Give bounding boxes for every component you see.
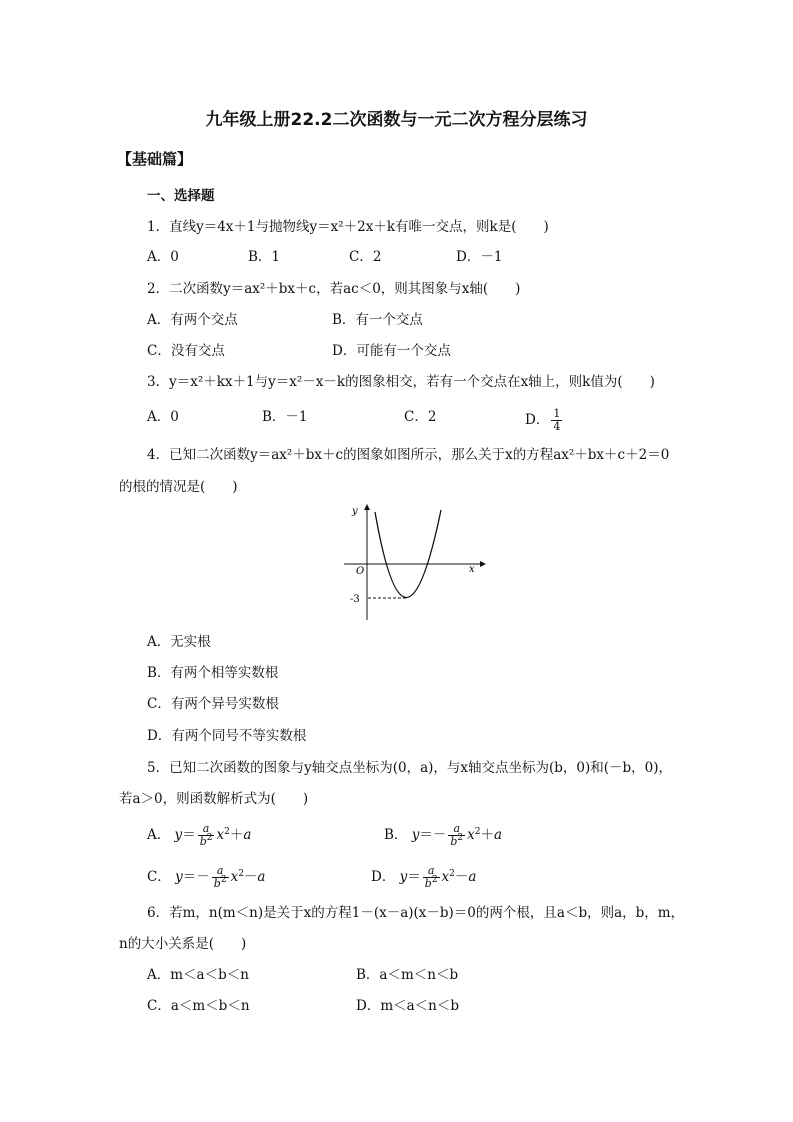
q6-option-c: C．a＜m＜b＜n (147, 998, 250, 1014)
q4-option-d: D．有两个同号不等实数根 (147, 728, 307, 744)
x-axis-arrow (480, 561, 486, 567)
q6-option-d: D．m＜a＜n＜b (356, 998, 460, 1014)
q2-option-d: D．可能有一个交点 (332, 343, 451, 359)
y-axis-arrow (364, 504, 370, 510)
q3-option-d: D． $\frac{1}{4}$ (525, 407, 561, 433)
origin-label: O (356, 566, 365, 577)
q2-option-c: C．没有交点 (147, 343, 225, 359)
q6-option-b: B．a＜m＜n＜b (356, 967, 459, 983)
question-1-stem: 1．直线y＝4x＋1与抛物线y＝x²＋2x＋k有唯一交点，则k是( ) (147, 219, 549, 235)
q3-option-a: A．0 (147, 409, 179, 425)
q1-option-a: A．0 (147, 249, 179, 265)
q2-option-b: B．有一个交点 (332, 312, 423, 328)
q5-option-a: A． y＝ $\frac{a}{b^2}$ $x^2+a$ (147, 822, 252, 848)
question-6-stem-cont: n的大小关系是( ) (119, 936, 247, 952)
q5-option-b: B． y＝－ $\frac{a}{b^2}$ $x^2+a$ (384, 822, 503, 848)
question-5-stem-cont: 若a＞0，则函数解析式为( ) (119, 791, 309, 807)
y-axis-label: y (352, 506, 358, 517)
x-axis-label: x (469, 564, 475, 575)
question-6-stem: 6．若m，n(m＜n)是关于x的方程1－(x－a)(x－b)＝0的两个根，且a＜b，则a，b，m， (147, 905, 685, 921)
question-4-stem-cont: 的根的情况是( ) (119, 479, 238, 495)
q4-option-c: C．有两个异号实数根 (147, 696, 279, 712)
question-5-stem: 5．已知二次函数的图象与y轴交点坐标为(0，a)，与x轴交点坐标为(b，0)和(－b，0)， (147, 760, 673, 776)
question-2-stem: 2．二次函数y＝ax²＋bx＋c，若ac＜0，则其图象与x轴( ) (147, 281, 521, 297)
parabola-graph (330, 500, 490, 625)
q6-option-a: A．m＜a＜b＜n (147, 967, 249, 983)
q2-option-a: A．有两个交点 (147, 312, 238, 328)
q3-option-c: C．2 (404, 409, 437, 425)
q5-option-c: C． y＝－ $\frac{a}{b^2}$ $x^2-a$ (147, 864, 266, 890)
q3-option-b: B．－1 (262, 409, 308, 425)
page-title: 九年级上册22.2二次函数与一元二次方程分层练习 (205, 110, 588, 130)
q1-option-c: C．2 (349, 249, 382, 265)
q1-option-b: B．1 (248, 249, 281, 265)
q3-fraction: $\frac{1}{4}$ (553, 407, 561, 433)
question-4-stem: 4．已知二次函数y＝ax²＋bx＋c的图象如图所示，那么关于x的方程ax²＋bx＋c＋2＝0 (147, 447, 670, 463)
parabola-curve (375, 510, 441, 598)
question-3-stem: 3．y＝x²＋kx＋1与y＝x²－x－k的图象相交，若有一个交点在x轴上，则k值为( ) (147, 374, 655, 390)
q1-option-d: D．－1 (456, 249, 503, 265)
q5-option-d: D． y＝ $\frac{a}{b^2}$ $x^2-a$ (371, 864, 477, 890)
min-value-label: -3 (350, 594, 360, 605)
section-heading: 【基础篇】 (117, 150, 193, 168)
part-heading: 一、选择题 (147, 188, 215, 204)
q4-option-a: A．无实根 (147, 634, 211, 650)
q4-option-b: B．有两个相等实数根 (147, 665, 279, 681)
